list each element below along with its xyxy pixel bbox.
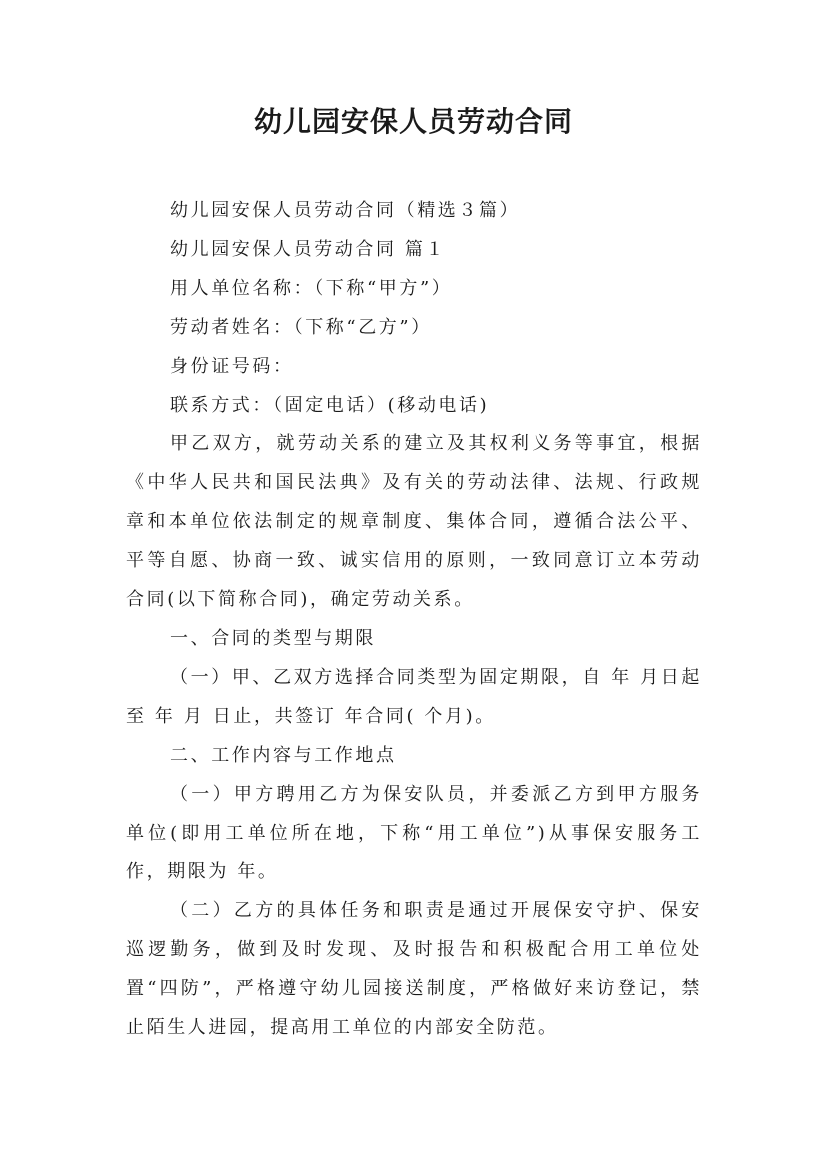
- preamble-paragraph: 甲乙双方，就劳动关系的建立及其权利义务等事宜，根据《中华人民共和国民法典》及有关的劳动法律、法规、行政规章和本单位依法制定的规章制度、集体合同，遵循合法公平、平等自愿、协商一致、诚实信用的原则，一致同意订立本劳动合同(以下简称合同)，确定劳动关系。: [126, 433, 702, 611]
- subtitle-line: 幼儿园安保人员劳动合同（精选３篇）: [170, 200, 521, 221]
- employee-name-line: 劳动者姓名：（下称“乙方”）: [170, 316, 432, 338]
- clause-2-1: （一）甲方聘用乙方为保安队员，并委派乙方到甲方服务单位(即用工单位所在地，下称“用工单位”)从事保安服务工作，期限为 年。: [126, 783, 702, 883]
- document-body: [126, 192, 702, 1048]
- clause-heading-2: 二、工作内容与工作地点: [170, 744, 397, 766]
- clause-1-1: （一）甲、乙双方选择合同类型为固定期限，自 年 月日起至 年 月 日止，共签订 年合同( 个月)。: [126, 666, 702, 727]
- section-heading-1: 幼儿园安保人员劳动合同 篇１: [170, 238, 447, 260]
- contact-line: 联系方式：（固定电话）(移动电话): [170, 394, 490, 416]
- employer-name-line: 用人单位名称：（下称“甲方”）: [170, 277, 453, 299]
- clause-heading-1: 一、合同的类型与期限: [170, 627, 376, 649]
- clause-2-2: （二）乙方的具体任务和职责是通过开展保安守护、保安巡逻勤务，做到及时发现、及时报告和积极配合用工单位处置“四防”，严格遵守幼儿园接送制度，严格做好来访登记，禁止陌生人进园，提高用工单位的内部安全防范。: [126, 900, 702, 1039]
- id-number-line: 身份证号码：: [170, 355, 294, 377]
- document-title: 幼儿园安保人员劳动合同: [253, 105, 573, 138]
